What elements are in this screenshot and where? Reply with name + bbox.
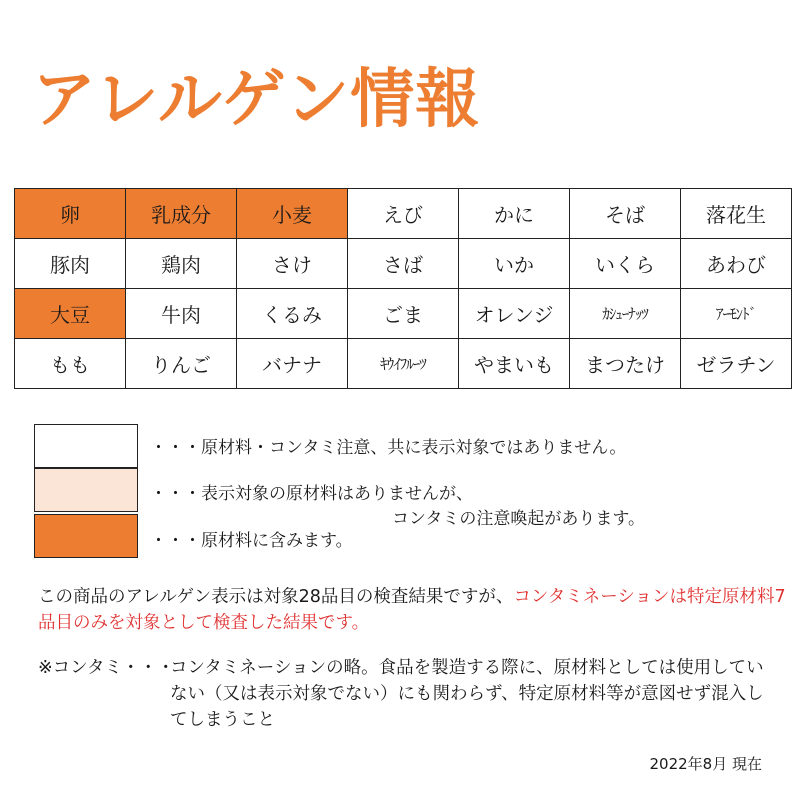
as-of-date: 2022年8月 現在 [649, 755, 762, 773]
allergen-cell: くるみ [237, 289, 348, 339]
legend-text-none: ・・・原材料・コンタミ注意、共に表示対象ではありません。 [150, 438, 627, 458]
allergen-cell: ゼラチン [681, 339, 792, 389]
legend-text-contains: ・・・原材料に含みます。 [150, 531, 353, 551]
allergen-cell: あわび [681, 239, 792, 289]
allergen-cell: 豚肉 [15, 239, 126, 289]
allergen-cell: そば [570, 189, 681, 239]
test-note [38, 584, 788, 636]
legend-text-contamination-1: ・・・表示対象の原材料はありませんが、 [150, 484, 473, 504]
allergen-cell: さば [348, 239, 459, 289]
legend-text-contamination-2: コンタミの注意喚起があります。 [392, 509, 645, 529]
allergen-table [14, 188, 792, 389]
page-title: アレルゲン情報 [32, 63, 481, 137]
table-row [15, 189, 792, 239]
allergen-cell: 小麦 [237, 189, 348, 239]
allergen-cell: かに [459, 189, 570, 239]
allergen-cell: バナナ [237, 339, 348, 389]
allergen-cell: いか [459, 239, 570, 289]
allergen-cell: 牛肉 [126, 289, 237, 339]
allergen-cell: 落花生 [681, 189, 792, 239]
allergen-cell: やまいも [459, 339, 570, 389]
allergen-cell: ごま [348, 289, 459, 339]
legend-swatch-none [34, 424, 138, 468]
allergen-cell: ｷｳｲﾌﾙｰﾂ [348, 339, 459, 389]
allergen-cell: えび [348, 189, 459, 239]
allergen-cell: 卵 [15, 189, 126, 239]
footnote-label: ※コンタミ・・・ [38, 658, 175, 678]
allergen-cell: もも [15, 339, 126, 389]
footnote-body: コンタミネーションの略。食品を製造する際に、原材料としては使用していない（又は表示対象でない）にも関わらず、特定原材料等が意図せず混入してしまうこと [170, 658, 764, 730]
table-row [15, 289, 792, 339]
table-row [15, 339, 792, 389]
allergen-cell: まつたけ [570, 339, 681, 389]
allergen-cell: さけ [237, 239, 348, 289]
allergen-cell: りんご [126, 339, 237, 389]
allergen-cell: ｶｼｭｰﾅｯﾂ [570, 289, 681, 339]
test-note-text: この商品のアレルゲン表示は対象28品目の検査結果ですが、 [38, 587, 514, 607]
legend-swatch-contains [34, 514, 138, 558]
table-row [15, 239, 792, 289]
test-note-highlight: コンタミネーションは特定原材料7品目のみを対象として検査した結果です。 [38, 587, 786, 633]
legend-swatch-contamination [34, 468, 138, 512]
allergen-cell: オレンジ [459, 289, 570, 339]
allergen-cell: 大豆 [15, 289, 126, 339]
allergen-cell: 鶏肉 [126, 239, 237, 289]
allergen-cell: いくら [570, 239, 681, 289]
allergen-cell: 乳成分 [126, 189, 237, 239]
allergen-cell: ｱｰﾓﾝﾄﾞ [681, 289, 792, 339]
